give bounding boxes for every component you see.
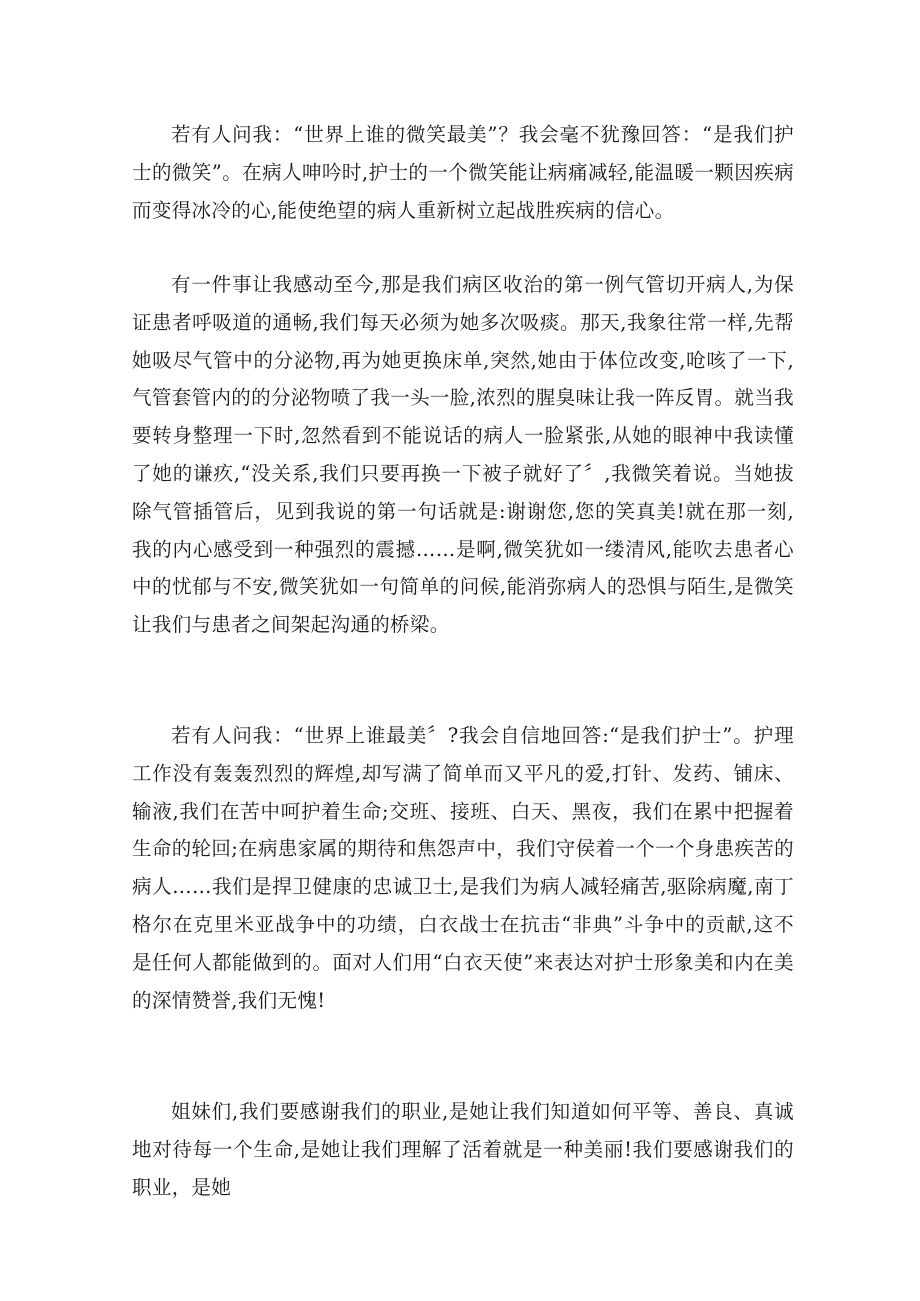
paragraph-1: 若有人问我：“世界上谁的微笑最美”？我会毫不犹豫回答：“是我们护士的微笑”。在病人呻吟时,护士的一个微笑能让病痛减轻,能温暖一颗因疾病而变得冰冷的心,能使绝望的病人重新树立起战胜疾病的信心。 xyxy=(132,123,794,222)
paragraph-4: 姐妹们,我们要感谢我们的职业,是她让我们知道如何平等、善良、真诚地对待每一个生命,是她让我们理解了活着就是一种美丽!我们要感谢我们的职业，是她 xyxy=(132,1100,794,1199)
paragraph-3: 若有人问我：“世界上谁最美〞?我会自信地回答:“是我们护士”。护理工作没有轰轰烈烈的辉煌,却写满了简单而又平凡的爱,打针、发药、铺床、输液,我们在苦中呵护着生命;交班、接班、白天、黑夜，我们在累中把握着生命的轮回;在病患家属的期待和焦怨声中，我们守侯着一个一个身患疾苦的病人……我们是捍卫健康的忠诚卫士,是我们为病人减轻痛苦,驱除病魔,南丁格尔在克里米亚战争中的功绩，白衣战士在抗击“非典”斗争中的贡献,这不是任何人都能做到的。面对人们用“白衣天使”来表达对护士形象美和内在美的深情赞誉,我们无愧! xyxy=(132,724,794,1012)
paragraph-2: 有一件事让我感动至今,那是我们病区收治的第一例气管切开病人,为保证患者呼吸道的通畅,我们每天必须为她多次吸痰。那天,我象往常一样,先帮她吸尽气管中的分泌物,再为她更换床单,突然,她由于体位改变,呛咳了一下,气管套管内的的分泌物喷了我一头一脸,浓烈的腥臭味让我一阵反胃。就当我要转身整理一下时,忽然看到不能说话的病人一脸紧张,从她的眼神中我读懂了她的谦疚,“没关系,我们只要再换一下被子就好了〞,我微笑着说。当她拔除气管插管后，见到我说的第一句话就是:谢谢您,您的笑真美!就在那一刻,我的内心感受到一种强烈的震撼……是啊,微笑犹如一缕清风,能吹去患者心中的忧郁与不安,微笑犹如一句简单的问候,能消弥病人的恐惧与陌生,是微笑让我们与患者之间架起沟通的桥梁。 xyxy=(132,273,794,637)
